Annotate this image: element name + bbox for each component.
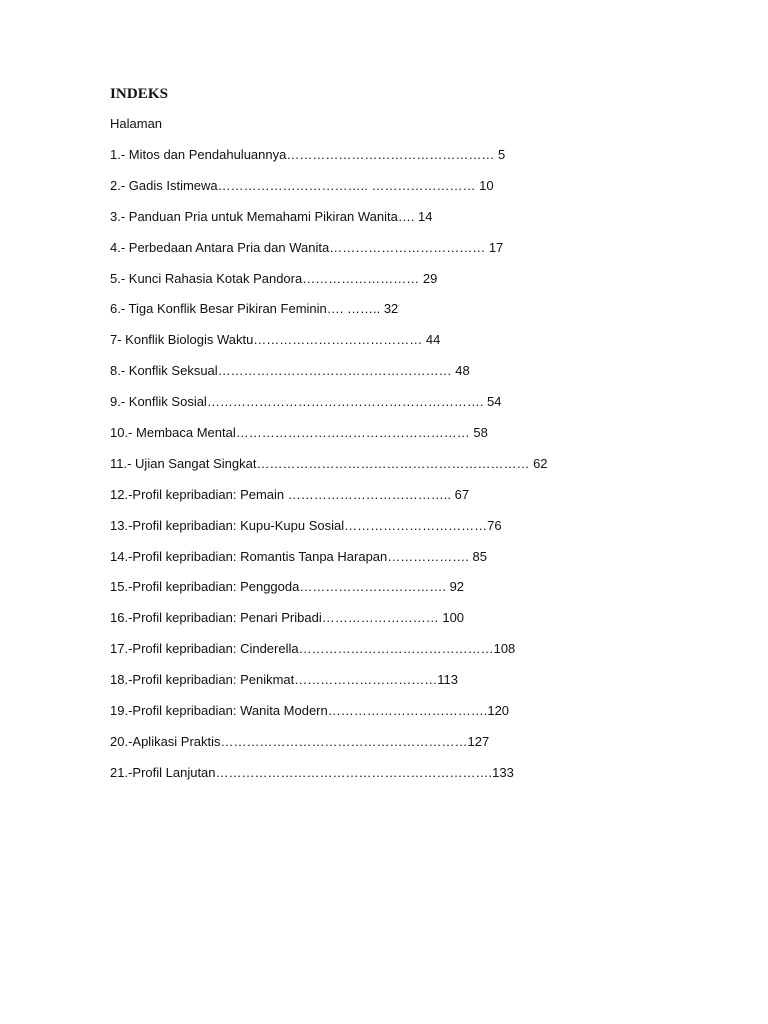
page-title: INDEKS xyxy=(110,86,169,102)
toc-entry: 9.- Konflik Sosial………………………………………………………. 54 xyxy=(110,394,502,410)
toc-entry: 4.- Perbedaan Antara Pria dan Wanita……………………………… 17 xyxy=(110,239,504,255)
toc-entry: 18.-Profil kepribadian: Penikmat……………………………113 xyxy=(110,672,458,688)
toc-entry: 7- Konflik Biologis Waktu………………………………… 44 xyxy=(110,332,441,348)
toc-entry: 13.-Profil kepribadian: Kupu-Kupu Sosial……………………………76 xyxy=(110,517,502,533)
toc-entry: 6.- Tiga Konflik Besar Pikiran Feminin…. …….. 32 xyxy=(110,301,399,317)
toc-entry: 14.-Profil kepribadian: Romantis Tanpa Harapan………………. 85 xyxy=(110,548,487,564)
toc-entry: 16.-Profil kepribadian: Penari Pribadi……………………… 100 xyxy=(110,610,465,626)
toc-entry: 1.- Mitos dan Pendahuluannya………………………………………… 5 xyxy=(110,147,506,162)
toc-entry: 11.- Ujian Sangat Singkat……………………………………………………… 62 xyxy=(110,455,548,471)
index-page xyxy=(110,84,730,795)
toc-entry: 8.- Konflik Seksual……………………………………………… 48 xyxy=(110,363,470,379)
toc-entry: 17.-Profil kepribadian: Cinderella………………………………………108 xyxy=(110,641,516,657)
page-column-label: Halaman xyxy=(110,116,163,131)
toc-entry: 20.-Aplikasi Praktis…………………………………………………127 xyxy=(110,733,490,749)
toc-entry: 5.- Kunci Rahasia Kotak Pandora……………………… 29 xyxy=(110,270,438,286)
toc-entry: 15.-Profil kepribadian: Penggoda……………………………. 92 xyxy=(110,579,465,595)
table-of-contents xyxy=(110,146,730,795)
toc-entry: 19.-Profil kepribadian: Wanita Modern……………………………….120 xyxy=(110,703,510,719)
toc-entry: 10.- Membaca Mental……………………………………………… 58 xyxy=(110,425,488,441)
toc-entry: 21.-Profil Lanjutan……………………………………………………….133 xyxy=(110,764,514,780)
toc-entry: 12.-Profil kepribadian: Pemain ……………………………….. 67 xyxy=(110,486,470,502)
toc-entry: 3.- Panduan Pria untuk Memahami Pikiran Wanita…. 14 xyxy=(110,208,433,224)
toc-entry: 2.- Gadis Istimewa…………………………….. …………………… 10 xyxy=(110,177,494,193)
